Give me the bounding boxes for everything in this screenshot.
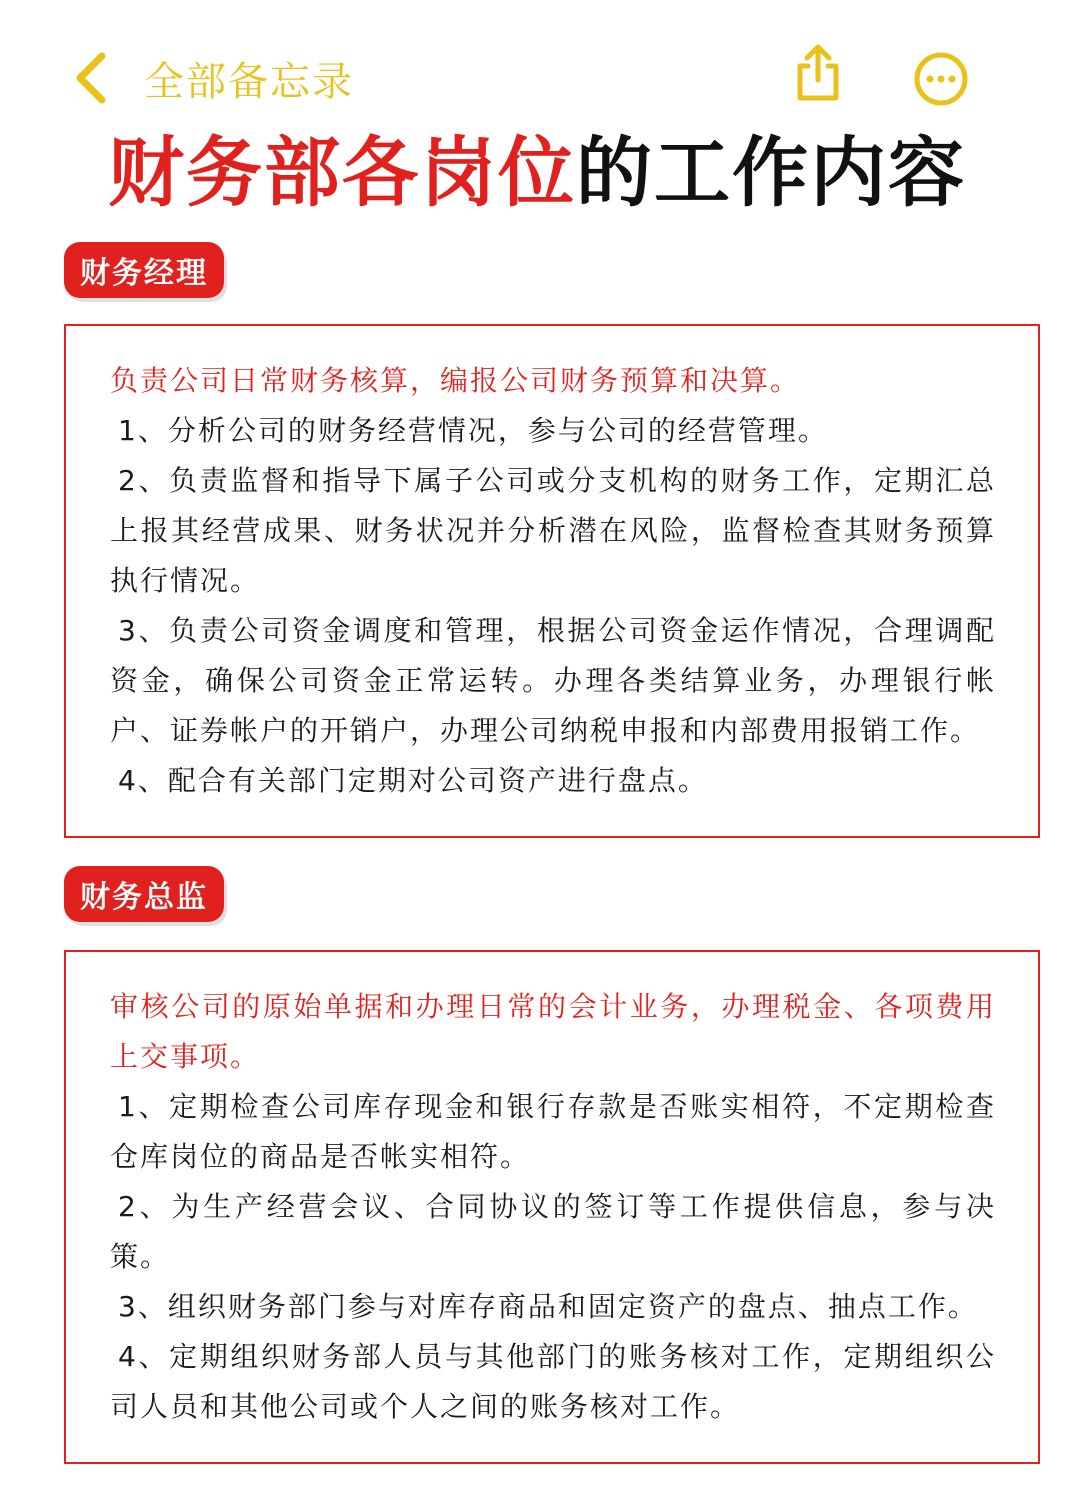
section-lead: 审核公司的原始单据和办理日常的会计业务，办理税金、各项费用上交事项。: [110, 990, 996, 1073]
section-card-finance-director: [64, 950, 1040, 1464]
list-item: 4、定期组织财务部人员与其他部门的账务核对工作，定期组织公司人员和其他公司或个人之间的账务核对工作。: [110, 1340, 996, 1423]
list-item: 2、为生产经营会议、合同协议的签订等工作提供信息，参与决策。: [110, 1190, 996, 1273]
page-title-highlight: 财务部各岗位: [108, 128, 576, 217]
chevron-left-icon: [70, 48, 110, 108]
list-item: 3、组织财务部门参与对库存商品和固定资产的盘点、抽点工作。: [118, 1290, 978, 1323]
list-item: 1、分析公司的财务经营情况，参与公司的经营管理。: [118, 414, 828, 447]
section-card-finance-manager: [64, 324, 1040, 838]
share-icon: [790, 42, 846, 104]
back-label[interactable]: 全部备忘录: [144, 58, 354, 105]
section-lead: 负责公司日常财务核算，编报公司财务预算和决算。: [110, 364, 801, 397]
more-options-button[interactable]: [912, 50, 970, 112]
list-item: 2、负责监督和指导下属子公司或分支机构的财务工作，定期汇总上报其经营成果、财务状况并分析潜在风险，监督检查其财务预算执行情况。: [110, 464, 996, 597]
section-tag-finance-manager: 财务经理: [64, 242, 224, 298]
more-icon: [912, 50, 970, 108]
back-button[interactable]: [70, 48, 354, 108]
page-title-rest: 的工作内容: [576, 128, 966, 217]
list-item: 1、定期检查公司库存现金和银行存款是否账实相符，不定期检查仓库岗位的商品是否帐实相符。: [110, 1090, 996, 1173]
list-item: 4、配合有关部门定期对公司资产进行盘点。: [118, 764, 708, 797]
section-tag-finance-director: 财务总监: [64, 866, 224, 922]
list-item: 3、负责公司资金调度和管理，根据公司资金运作情况，合理调配资金，确保公司资金正常运转。办理各类结算业务，办理银行帐户、证券帐户的开销户，办理公司纳税申报和内部费用报销工作。: [110, 614, 996, 747]
share-button[interactable]: [790, 42, 846, 108]
page-title: [108, 128, 966, 218]
